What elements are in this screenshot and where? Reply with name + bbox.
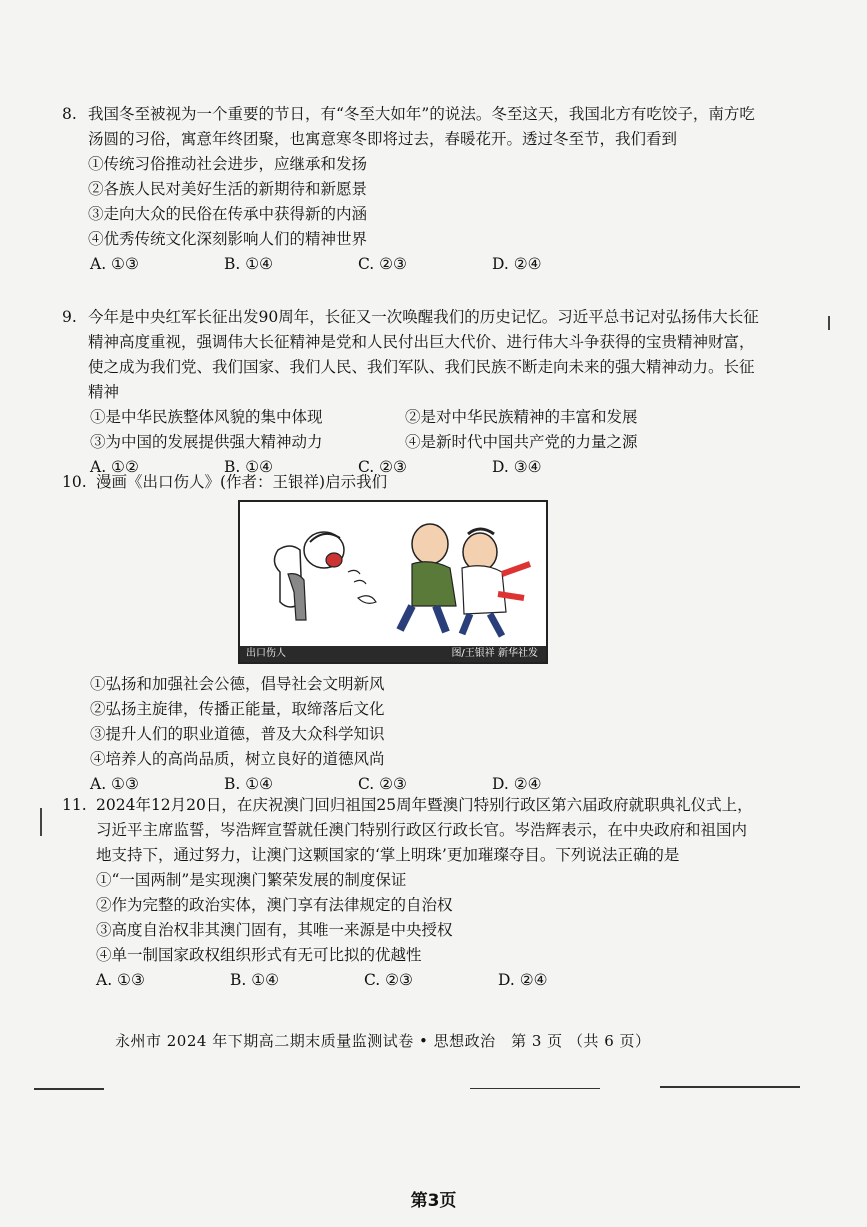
choice-b: B. ①④	[230, 971, 280, 989]
question-stem: 我国冬至被视为一个重要的节日，有“冬至大如年”的说法。冬至这天，我国北方有吃饺子，南方吃汤圆的习俗，寓意年终团聚，也寓意寒冬即将过去，春暖花开。透过冬至节，我们看到	[88, 105, 755, 148]
question-10	[62, 470, 762, 495]
question-stem: 2024年12月20日，在庆祝澳门回归祖国25周年暨澳门特别行政区第六届政府就职典礼仪式上，习近平主席监誓，岑浩辉宣誓就任澳门特别行政区行政长官。岑浩辉表示，在中央政府和祖国内地支持下，通过努力，让澳门这颗国家的‘掌上明珠’更加璀璨夺目。下列说法正确的是	[96, 796, 753, 864]
question-9	[62, 305, 762, 480]
statement-option: ③为中国的发展提供强大精神动力	[90, 433, 323, 451]
statement-option: ②是对中华民族精神的丰富和发展	[405, 408, 638, 426]
choice-b: B. ①④	[224, 255, 274, 273]
statement-option: ③提升人们的职业道德，普及大众科学知识	[90, 725, 385, 743]
statement-option: ④优秀传统文化深刻影响人们的精神世界	[88, 230, 368, 248]
choice-d: D. ②④	[492, 775, 542, 793]
cartoon-image	[238, 500, 548, 664]
choice-a: A. ①②	[90, 458, 139, 476]
choice-c: C. ②③	[364, 971, 413, 989]
question-11	[62, 793, 762, 993]
question-number: 11.	[62, 796, 87, 814]
scan-mark	[40, 808, 42, 836]
scan-edge-line	[660, 1086, 800, 1088]
statement-option: ③高度自治权非其澳门固有，其唯一来源是中央授权	[96, 921, 453, 939]
answer-choices	[62, 968, 762, 993]
question-8	[62, 102, 762, 277]
cartoon-caption-bar	[240, 646, 546, 662]
question-stem: 漫画《出口伤人》(作者：王银祥)启示我们	[96, 473, 388, 491]
statement-option: ①是中华民族整体风貌的集中体现	[90, 408, 323, 426]
statement-option: ②作为完整的政治实体，澳门享有法律规定的自治权	[96, 896, 453, 914]
scan-edge-line	[470, 1088, 600, 1089]
choice-a: A. ①③	[90, 775, 139, 793]
question-number: 9.	[62, 308, 77, 326]
choice-c: C. ②③	[358, 255, 407, 273]
cartoon-drawing	[240, 502, 546, 646]
page-number: 第3页	[410, 1191, 457, 1211]
statement-option: ①传统习俗推动社会进步，应继承和发扬	[88, 155, 368, 173]
question-number: 10.	[62, 473, 87, 491]
statement-option: ①“一国两制”是实现澳门繁荣发展的制度保证	[96, 871, 407, 889]
question-stem: 今年是中央红军长征出发90周年，长征又一次唤醒我们的历史记忆。习近平总书记对弘扬伟大长征精神高度重视，强调伟大长征精神是党和人民付出巨大代价、进行伟大斗争获得的宝贵精神财富，使之成为我们党、我们国家、我们人民、我们军队、我们民族不断走向未来的强大精神动力。长征精神	[88, 308, 759, 401]
choice-a: A. ①③	[90, 255, 139, 273]
cartoon-credit: 图/王银祥 新华社发	[451, 648, 538, 659]
choice-d: D. ②④	[498, 971, 548, 989]
exam-footer: 永州市 2024 年下期高二期末质量监测试卷 • 思想政治 第 3 页 （共 6 页）	[115, 1032, 651, 1050]
statement-option: ③走向大众的民俗在传承中获得新的内涵	[88, 205, 368, 223]
choice-d: D. ③④	[492, 458, 542, 476]
statement-option: ④是新时代中国共产党的力量之源	[405, 433, 638, 451]
statement-option: ②弘扬主旋律，传播正能量，取缔落后文化	[90, 700, 385, 718]
question-10-options	[62, 672, 762, 797]
choice-a: A. ①③	[96, 971, 145, 989]
statement-option: ④培养人的高尚品质，树立良好的道德风尚	[90, 750, 385, 768]
choice-c: C. ②③	[358, 458, 407, 476]
statement-option: ④单一制国家政权组织形式有无可比拟的优越性	[96, 946, 422, 964]
choice-d: D. ②④	[492, 255, 542, 273]
statement-option: ②各族人民对美好生活的新期待和新愿景	[88, 180, 368, 198]
choice-b: B. ①④	[224, 458, 274, 476]
scan-mark	[828, 316, 830, 330]
cartoon-title: 出口伤人	[246, 648, 286, 659]
question-number: 8.	[62, 105, 77, 123]
answer-choices	[62, 252, 762, 277]
statement-option: ①弘扬和加强社会公德，倡导社会文明新风	[90, 675, 385, 693]
choice-c: C. ②③	[358, 775, 407, 793]
choice-b: B. ①④	[224, 775, 274, 793]
scan-edge-line	[34, 1088, 104, 1090]
